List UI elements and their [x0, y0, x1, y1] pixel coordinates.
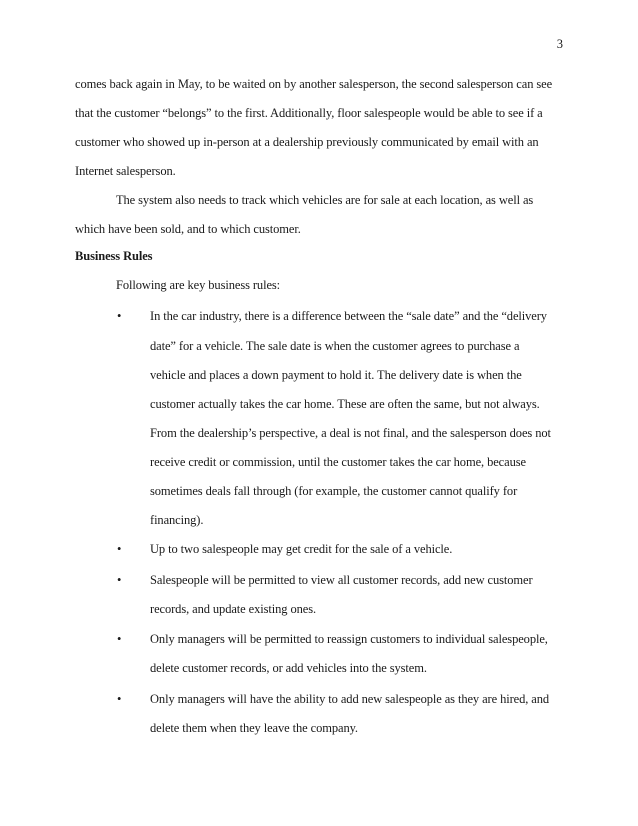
- bullet-icon: •: [117, 632, 122, 646]
- bullet-line: Only managers will have the ability to add new salespeople as they are hired, and: [150, 692, 550, 706]
- bullet-line: receive credit or commission, until the customer takes the car home, because: [150, 455, 526, 469]
- page-number: 3: [556, 37, 563, 51]
- bullet-line: Salespeople will be permitted to view all customer records, add new customer: [150, 573, 533, 587]
- bullet-icon: •: [117, 573, 122, 587]
- paragraph-line: comes back again in May, to be waited on by another salesperson, the second salesperson can see: [75, 77, 553, 91]
- paragraph-line: which have been sold, and to which customer.: [75, 222, 301, 236]
- bullet-icon: •: [117, 692, 122, 706]
- intro-text: Following are key business rules:: [116, 278, 281, 292]
- paragraph-line: that the customer “belongs” to the first. Additionally, floor salespeople would be able to see if a: [75, 106, 543, 120]
- bullet-line: vehicle and places a down payment to hold it. The delivery date is when the: [150, 368, 522, 382]
- bullet-line: customer actually takes the car home. These are often the same, but not always.: [150, 397, 540, 411]
- bullet-line: delete customer records, or add vehicles into the system.: [150, 661, 427, 675]
- bullet-icon: •: [117, 309, 122, 323]
- bullet-line: In the car industry, there is a difference between the “sale date” and the “delivery: [150, 309, 547, 323]
- bullet-icon: •: [117, 542, 122, 556]
- bullet-line: delete them when they leave the company.: [150, 721, 358, 735]
- bullet-line: From the dealership’s perspective, a deal is not final, and the salesperson does not: [150, 426, 551, 440]
- bullet-line: financing).: [150, 513, 204, 527]
- bullet-line: records, and update existing ones.: [150, 602, 316, 616]
- paragraph-line: customer who showed up in-person at a dealership previously communicated by email with an: [75, 135, 539, 149]
- bullet-line: Up to two salespeople may get credit for the sale of a vehicle.: [150, 542, 453, 556]
- section-heading: Business Rules: [75, 249, 153, 263]
- bullet-line: date” for a vehicle. The sale date is when the customer agrees to purchase a: [150, 339, 520, 353]
- paragraph-line: Internet salesperson.: [75, 164, 176, 178]
- paragraph-line: The system also needs to track which vehicles are for sale at each location, as well as: [116, 193, 534, 207]
- bullet-line: Only managers will be permitted to reassign customers to individual salespeople,: [150, 632, 548, 646]
- bullet-line: sometimes deals fall through (for example, the customer cannot qualify for: [150, 484, 518, 498]
